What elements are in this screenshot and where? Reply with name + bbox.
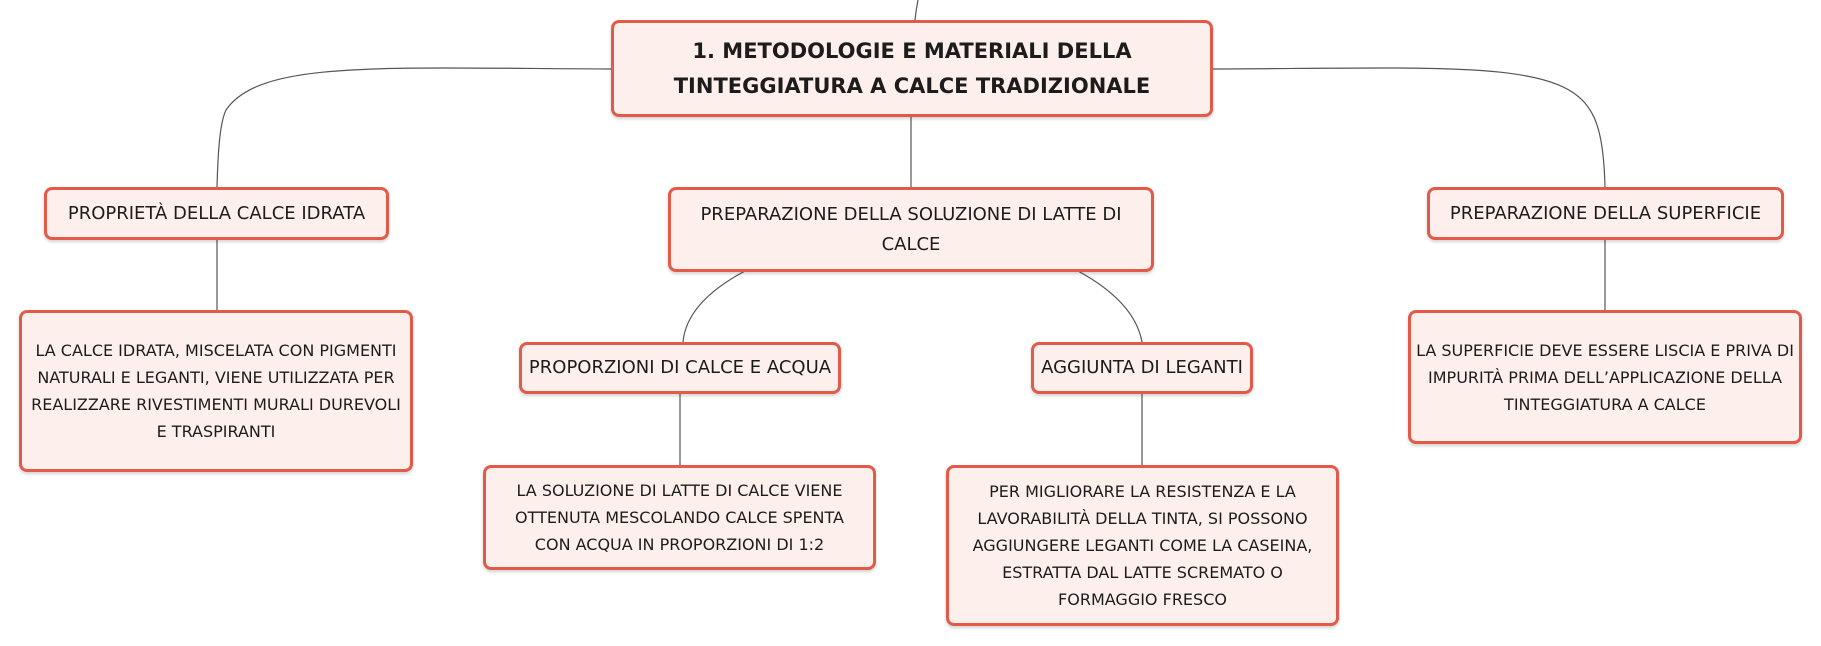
detail-proporzioni-calce-acqua[interactable] (483, 465, 876, 570)
detail-preparazione-superficie[interactable] (1408, 310, 1802, 444)
connector-preparazione-to-leganti (1078, 271, 1142, 342)
connector-root-to-superficie (1212, 68, 1605, 187)
connector-root-parent (915, 0, 918, 20)
subtopic-label: AGGIUNTA DI LEGANTI (1041, 357, 1243, 378)
topic-label: PREPARAZIONE DELLA SUPERFICIE (1449, 202, 1762, 224)
detail-text: LA CALCE IDRATA, MISCELATA CON PIGMENTI NATURALI E LEGANTI, VIENE UTILIZZATA PER REALIZZARE RIVESTIMENTI MURALI DUREVOLI E TRASPIRANTI (31, 341, 401, 441)
detail-text: PER MIGLIORARE LA RESISTENZA E LA LAVORABILITÀ DELLA TINTA, SI POSSONO AGGIUNGERE LEGANTI COME LA CASEINA, ESTRATTA DAL LATTE SCREMATO O FORMAGGIO FRESCO (972, 482, 1313, 609)
topic-preparazione-latte-di-calce[interactable] (668, 187, 1154, 272)
subtopic-proporzioni-calce-acqua[interactable] (519, 342, 841, 394)
topic-label: PREPARAZIONE DELLA SOLUZIONE DI LATTE DI CALCE (700, 203, 1122, 255)
root-topic-label: 1. METODOLOGIE E MATERIALI DELLA TINTEGGIATURA A CALCE TRADIZIONALE (673, 38, 1151, 98)
topic-proprieta-calce-idrata[interactable] (44, 187, 389, 240)
root-topic[interactable] (611, 20, 1213, 117)
topic-label: PROPRIETÀ DELLA CALCE IDRATA (67, 202, 366, 224)
detail-aggiunta-leganti[interactable] (946, 465, 1339, 626)
detail-text: LA SOLUZIONE DI LATTE DI CALCE VIENE OTTENUTA MESCOLANDO CALCE SPENTA CON ACQUA IN PROPORZIONI DI 1:2 (515, 481, 844, 554)
topic-preparazione-superficie[interactable] (1427, 187, 1784, 240)
detail-text: LA SUPERFICIE DEVE ESSERE LISCIA E PRIVA DI IMPURITÀ PRIMA DELL’APPLICAZIONE DELLA TINTEGGIATURA A CALCE (1416, 340, 1794, 414)
connector-root-to-proprieta (217, 68, 612, 187)
connector-preparazione-to-proporzioni (683, 271, 745, 342)
detail-proprieta-calce-idrata[interactable] (19, 310, 413, 472)
subtopic-label: PROPORZIONI DI CALCE E ACQUA (528, 357, 832, 378)
subtopic-aggiunta-leganti[interactable] (1031, 342, 1253, 394)
